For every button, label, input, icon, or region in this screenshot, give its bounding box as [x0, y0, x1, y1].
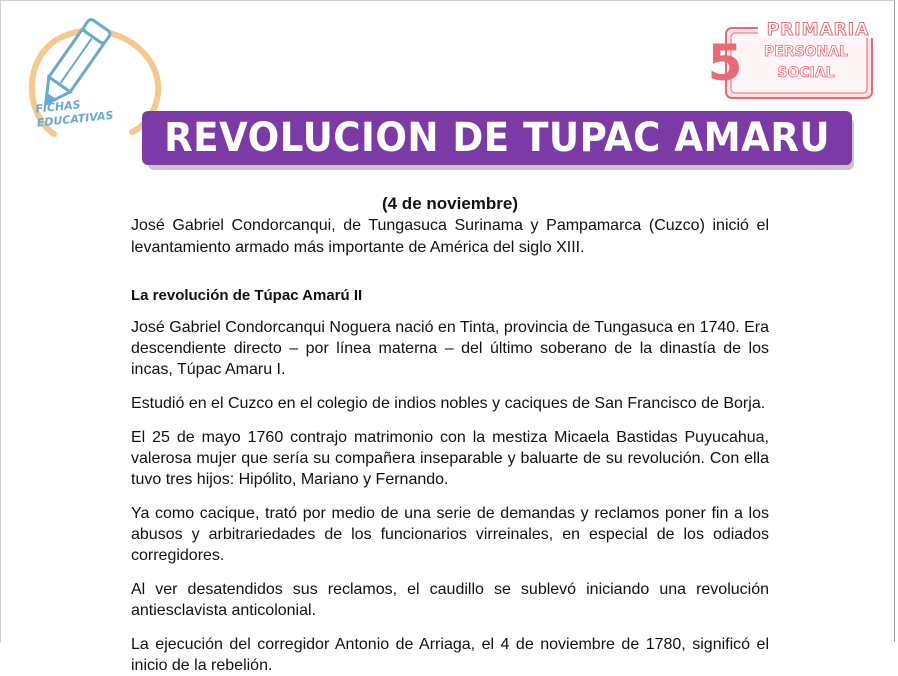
paragraph: Ya como cacique, trató por medio de una serie de demandas y reclamos poner fin a los abusos y arbitrariedades de los funcionarios virreinales, en especial de los odiados corregidores. [131, 505, 769, 564]
document-body [131, 193, 769, 676]
paragraph: José Gabriel Condorcanqui Noguera nació en Tinta, provincia de Tungasuca en 1740. Era descendiente directo – por línea materna – del último soberano de la dinastía de los incas, Túpac Amaru I. [131, 319, 769, 378]
paragraph: Estudió en el Cuzco en el colegio de indios nobles y caciques de San Francisco de Borja. [131, 395, 766, 412]
logo-text: FICHAS EDUCATIVAS [34, 98, 115, 130]
paragraph: El 25 de mayo 1760 contrajo matrimonio con la mestiza Micaela Bastidas Puyucahua, valerosa mujer que sería su compañera inseparable y baluarte de su revolución. Con ella tuvo tres hijos: Hipólito, Mariano y Fernando. [131, 429, 769, 488]
badge-grade: 5 [707, 34, 743, 92]
paragraph: Al ver desatendidos sus reclamos, el caudillo se sublevó iniciando una revolución antiesclavista anticolonial. [131, 581, 769, 619]
intro-paragraph: José Gabriel Condorcanqui, de Tungasuca Surinama y Pampamarca (Cuzco) inició el levantamiento armado más importante de América del siglo XIII. [131, 217, 769, 256]
title-banner [142, 111, 852, 165]
badge-subject [752, 42, 860, 84]
date-subtitle: (4 de noviembre) [381, 194, 519, 213]
badge-subject-line2: SOCIAL [777, 65, 835, 81]
paragraph: La ejecución del corregidor Antonio de Arriaga, el 4 de noviembre de 1780, significó el inicio de la rebelión. [131, 636, 769, 674]
badge-subject-line1: PERSONAL [763, 44, 849, 60]
section-heading: La revolución de Túpac Amarú II [131, 287, 363, 304]
page-title: REVOLUCION DE TUPAC AMARU [163, 115, 831, 161]
badge-level: PRIMARIA [766, 20, 870, 40]
